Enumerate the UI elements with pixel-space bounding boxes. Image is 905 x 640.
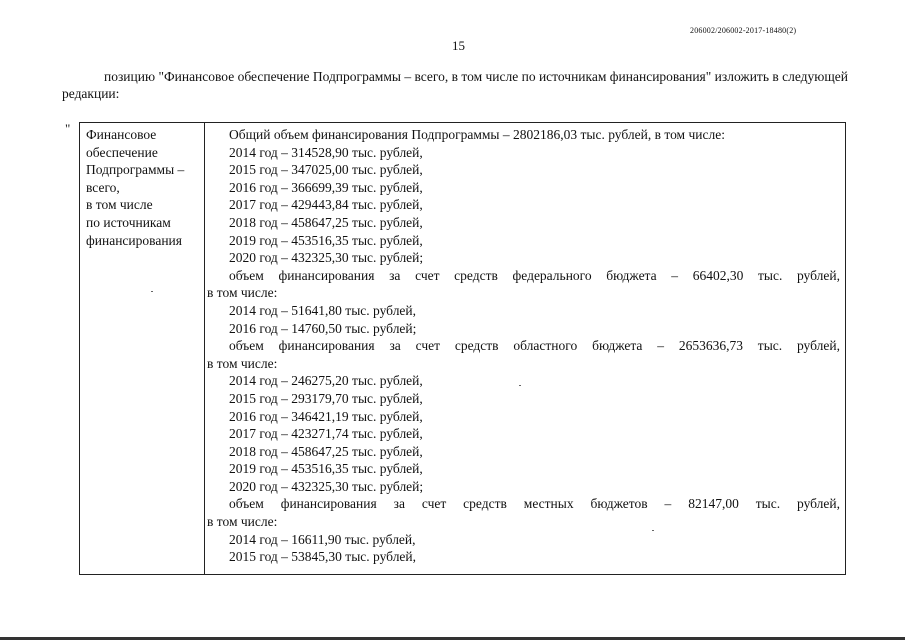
year-amount-line: 2018 год – 458647,25 тыс. рублей, xyxy=(229,443,423,459)
label-line: Финансовое xyxy=(86,127,157,142)
label-line: Подпрограммы – xyxy=(86,162,185,178)
scan-speck xyxy=(652,530,654,531)
label-line: обеспечение xyxy=(86,144,158,160)
label-line: всего, xyxy=(86,179,120,195)
label-line: финансирования xyxy=(86,232,182,248)
year-amount-line: 2015 год – 293179,70 тыс. рублей, xyxy=(229,390,423,406)
including-line: в том числе: xyxy=(207,285,278,301)
regional-budget-line: объем финансирования за счет средств областного бюджета – 2653636,73 тыс. рублей, xyxy=(229,338,840,354)
intro-paragraph xyxy=(62,68,852,102)
document-id: 206002/206002-2017-18480(2) xyxy=(690,26,797,35)
year-amount-line: 2016 год – 366699,39 тыс. рублей, xyxy=(229,179,423,195)
federal-budget-line: объем финансирования за счет средств федерального бюджета – 66402,30 тыс. рублей, xyxy=(229,267,840,283)
label-line: в том числе xyxy=(86,197,153,213)
financing-table xyxy=(79,122,846,575)
year-amount-line: 2015 год – 53845,30 тыс. рублей, xyxy=(229,549,417,565)
intro-text: позицию "Финансовое обеспечение Подпрограммы – всего, в том числе по источникам финансирования" изложить в следующей редакции: xyxy=(62,69,848,101)
year-amount-line: 2017 год – 429443,84 тыс. рублей, xyxy=(229,197,423,213)
including-line: в том числе: xyxy=(207,355,278,371)
year-amount-line: 2014 год – 16611,90 тыс. рублей, xyxy=(229,531,416,547)
year-amount-line: 2014 год – 246275,20 тыс. рублей, xyxy=(229,373,423,389)
year-amount-line: 2019 год – 453516,35 тыс. рублей, xyxy=(229,232,423,248)
including-line: в том числе: xyxy=(207,514,278,530)
year-amount-line: 2014 год – 314528,90 тыс. рублей, xyxy=(229,144,423,160)
year-amount-line: 2015 год – 347025,00 тыс. рублей, xyxy=(229,162,423,178)
local-budget-line: объем финансирования за счет средств местных бюджетов – 82147,00 тыс. рублей, xyxy=(229,496,840,512)
year-amount-line: 2016 год – 14760,50 тыс. рублей; xyxy=(229,320,417,336)
financing-details-cell xyxy=(207,126,840,566)
year-amount-line: 2014 год – 51641,80 тыс. рублей, xyxy=(229,302,417,318)
year-amount-line: 2019 год – 453516,35 тыс. рублей, xyxy=(229,461,423,477)
total-financing-line: Общий объем финансирования Подпрограммы – 2802186,03 тыс. рублей, в том числе: xyxy=(229,127,725,142)
year-amount-line: 2020 год – 432325,30 тыс. рублей; xyxy=(229,250,424,266)
year-amount-line: 2016 год – 346421,19 тыс. рублей, xyxy=(229,408,423,424)
scan-speck xyxy=(519,385,521,386)
column-divider xyxy=(204,123,205,574)
page-number: 15 xyxy=(452,38,465,53)
label-line: по источникам xyxy=(86,214,171,230)
year-amount-line: 2017 год – 423271,74 тыс. рублей, xyxy=(229,426,423,442)
opening-quote: " xyxy=(65,121,71,136)
year-amount-line: 2020 год – 432325,30 тыс. рублей; xyxy=(229,478,424,494)
scan-speck xyxy=(151,291,153,292)
year-amount-line: 2018 год – 458647,25 тыс. рублей, xyxy=(229,214,423,230)
financing-label-cell xyxy=(86,126,201,249)
